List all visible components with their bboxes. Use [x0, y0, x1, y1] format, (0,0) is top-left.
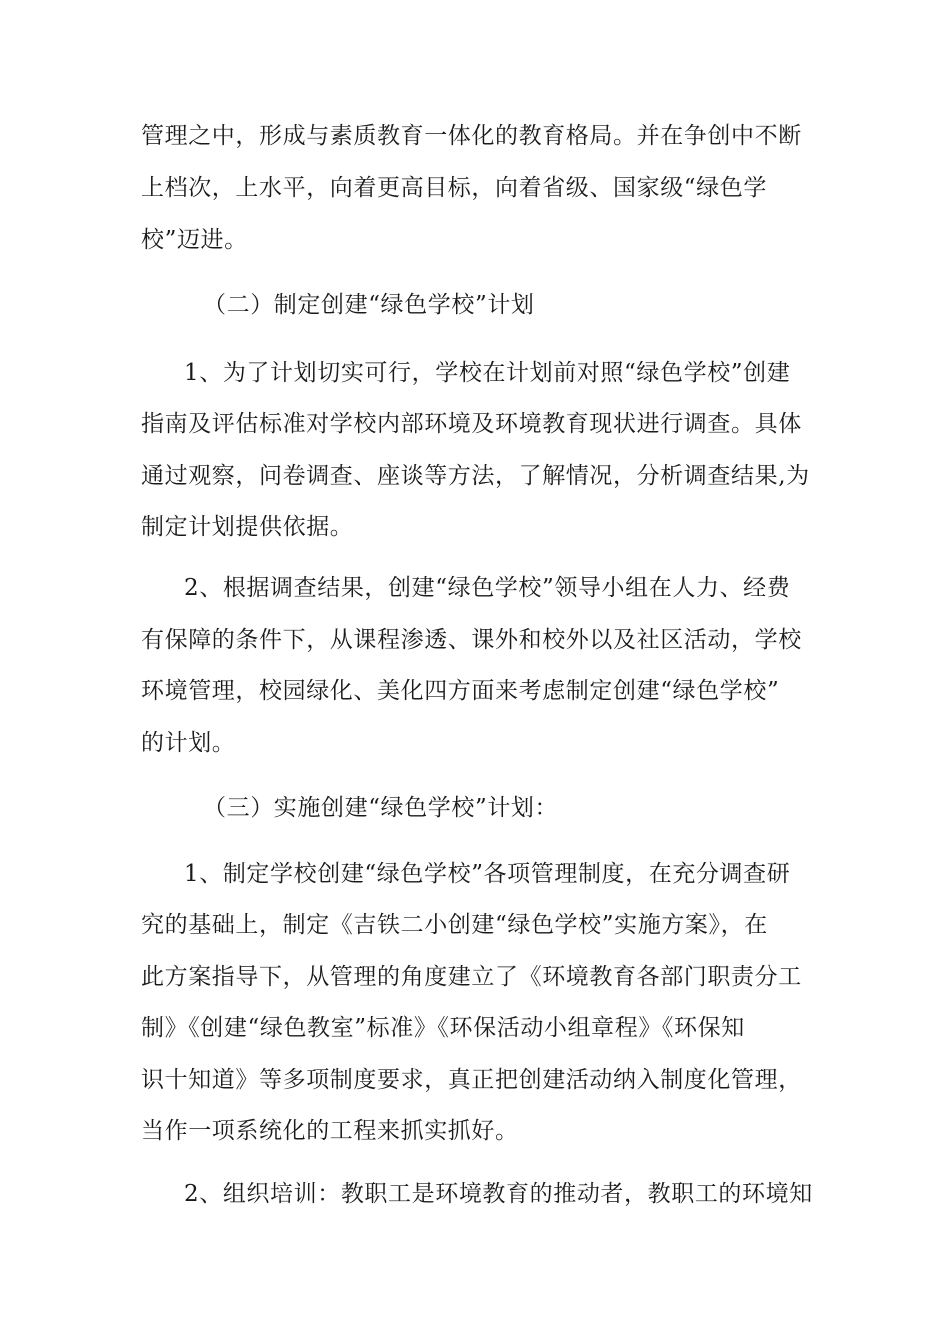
- text-line: 制定计划提供依据。: [141, 514, 354, 540]
- text-line: 究的基础上，制定《吉铁二小创建“绿色学校”实施方案》，在: [141, 912, 768, 938]
- section-heading: （二）制定创建“绿色学校”计划: [203, 292, 535, 318]
- text-line: 2、组织培训：教职工是环境教育的推动者，教职工的环境知: [184, 1181, 813, 1207]
- text-line: 指南及评估标准对学校内部环境及环境教育现状进行调查。具体: [141, 411, 802, 437]
- text-line: 制》《创建“绿色教室”标准》《环保活动小组章程》《环保知: [141, 1015, 745, 1041]
- text-line: 上档次，上水平，向着更高目标，向着省级、国家级“绿色学: [141, 175, 767, 201]
- text-line: 2、根据调查结果，创建“绿色学校”领导小组在人力、经费: [184, 575, 791, 601]
- text-line: 此方案指导下，从管理的角度建立了《环境教育各部门职责分工: [141, 964, 802, 990]
- text-line: 1、为了计划切实可行，学校在计划前对照“绿色学校”创建: [184, 360, 791, 386]
- text-line: 校”迈进。: [141, 227, 248, 253]
- text-line: 1、制定学校创建“绿色学校”各项管理制度，在充分调查研: [184, 861, 791, 887]
- text-line: 通过观察，问卷调查、座谈等方法，了解情况，分析调查结果,为: [141, 463, 810, 489]
- text-line: 识十知道》等多项制度要求，真正把创建活动纳入制度化管理，: [141, 1067, 802, 1093]
- text-line: 当作一项系统化的工程来抓实抓好。: [141, 1118, 519, 1144]
- section-heading: （三）实施创建“绿色学校”计划：: [203, 795, 559, 821]
- text-line: 有保障的条件下，从课程渗透、课外和校外以及社区活动，学校: [141, 627, 802, 653]
- text-line: 的计划。: [141, 730, 236, 756]
- text-line: 管理之中，形成与素质教育一体化的教育格局。并在争创中不断: [141, 123, 802, 149]
- text-line: 环境管理，校园绿化、美化四方面来考虑制定创建“绿色学校”: [141, 678, 780, 704]
